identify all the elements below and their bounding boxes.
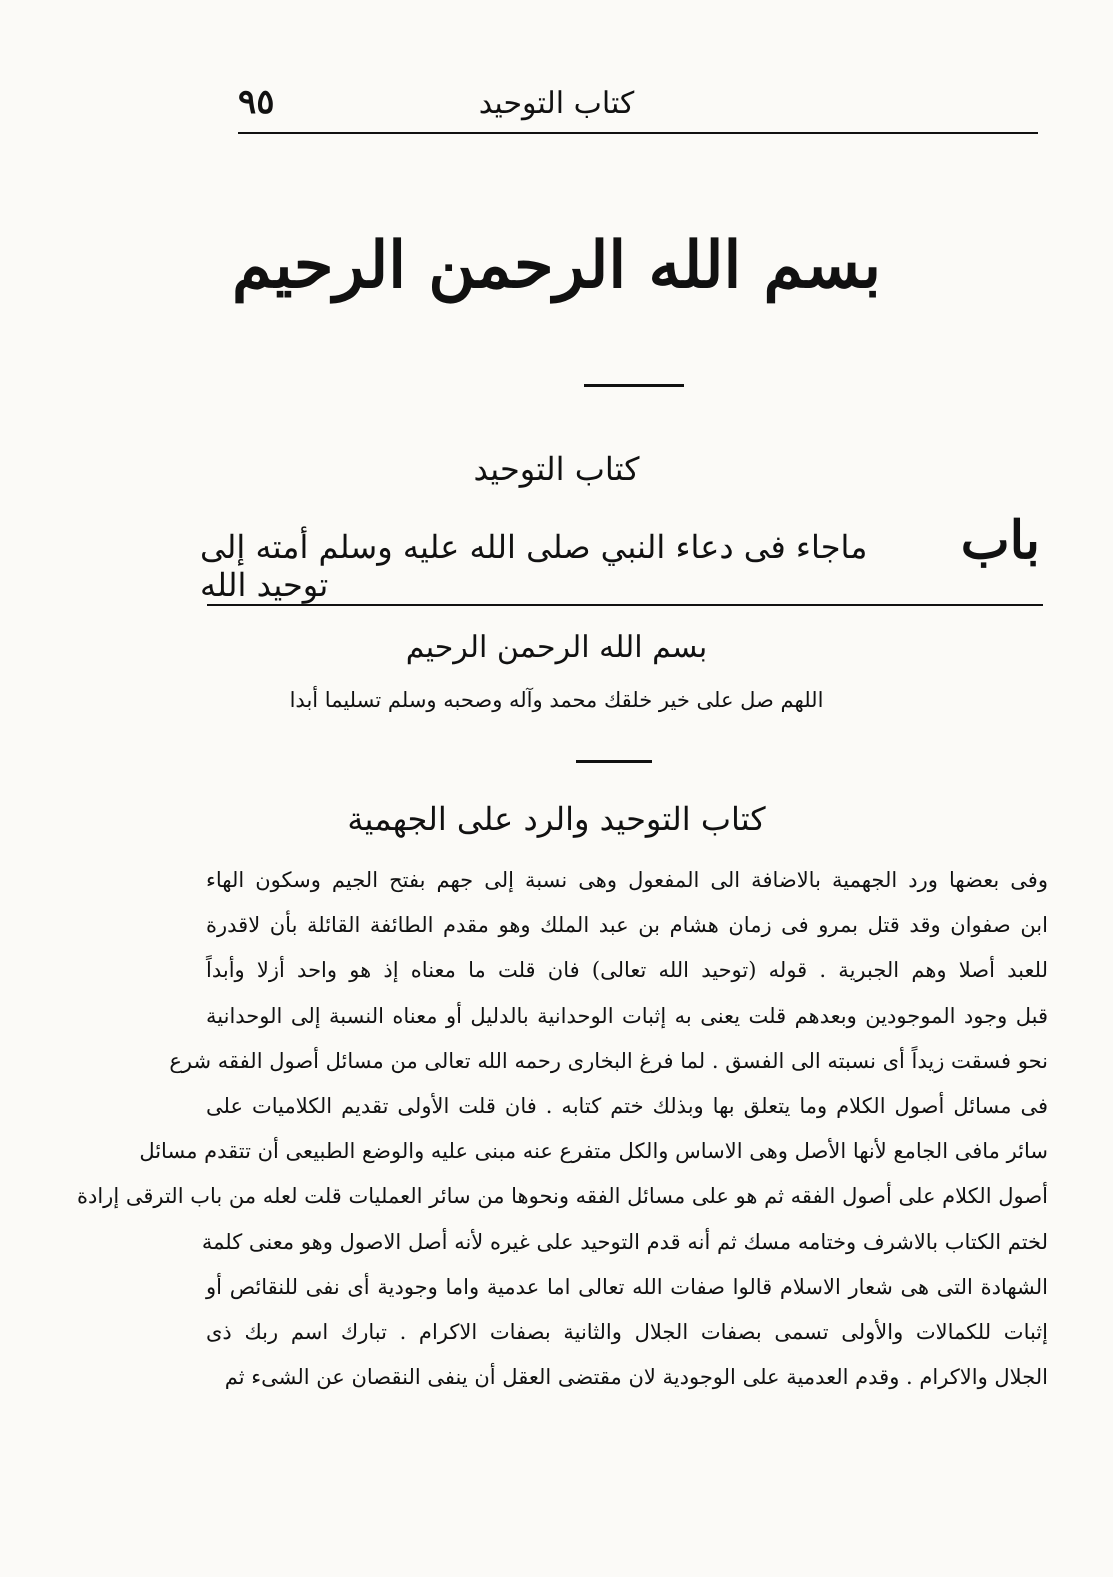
section-heading: كتاب التوحيد والرد على الجهمية [347, 800, 766, 838]
chapter-heading [200, 510, 1040, 604]
body-line: وفى بعضها ورد الجهمية بالاضافة الى المفعول وهى نسبة إلى جهم بفتح الجيم وسكون الهاء [206, 868, 1048, 892]
book-title: كتاب التوحيد [473, 450, 640, 488]
body-line: نحو فسقت زيداً أى نسبته الى الفسق . لما فرغ البخارى رحمه الله تعالى من مسائل أصول الفقه شرع [169, 1048, 1048, 1073]
opening-prayer: اللهم صل على خير خلقك محمد وآله وصحبه وسلم تسليما أبدا [289, 688, 824, 712]
section-rule [207, 604, 1043, 606]
body-line: إثبات للكمالات والأولى تسمى بصفات الجلال والثانية بصفات الاكرام . تبارك اسم ربك ذى [206, 1319, 1048, 1344]
body-line: للعبد أصلا وهم الجبرية . قوله (توحيد الله تعالى) فان قلت ما معناه إذ هو واحد أزلا وأبداً [206, 958, 1048, 983]
basmala: بسم الله الرحمن الرحيم [405, 630, 708, 665]
chapter-title: ماجاء فى دعاء النبي صلى الله عليه وسلم أمته إلى توحيد الله [200, 528, 868, 604]
basmala-calligraphy: بسم الله الرحمن الرحيم [231, 228, 882, 303]
body-line: الجلال والاكرام . وقدم العدمية على الوجودية لان مقتضى العقل أن ينفى النقصان عن الشىء ثم [224, 1365, 1048, 1390]
body-line: الشهادة التى هى شعار الاسلام قالوا صفات الله تعالى اما عدمية واما وجودية أى نفى للنقائص أو [206, 1274, 1048, 1299]
header-rule [238, 132, 1038, 134]
body-line: أصول الكلام على أصول الفقه ثم هو على مسائل الفقه ونحوها من سائر العمليات قلت لعله من باب الترقى إرادة [76, 1184, 1048, 1209]
body-line: ابن صفوان وقد قتل بمرو فى زمان هشام بن عبد الملك وهو مقدم الطائفة القائلة بأن لاقدرة [206, 913, 1048, 938]
body-line: سائر مافى الجامع لأنها الأصل وهى الاساس والكل متفرع عنه مبنى عليه والوضع الطبيعى أن تتقدم مسائل [139, 1139, 1048, 1164]
running-title: كتاب التوحيد [478, 86, 635, 121]
page-number: ٩٥ [238, 82, 275, 122]
body-line: فى مسائل أصول الكلام وما يتعلق بها وبذلك ختم كتابه . فان قلت الأولى تقديم الكلاميات على [206, 1093, 1048, 1118]
ornament-divider [584, 384, 684, 387]
body-line: لختم الكتاب بالاشرف وختامه مسك ثم أنه قدم التوحيد على غيره لأنه أصل الاصول وهو معنى كلمة [201, 1229, 1048, 1254]
short-divider [576, 760, 652, 763]
chapter-label: باب [960, 510, 1040, 571]
body-line: قبل وجود الموجودين وبعدهم قلت يعنى به إثبات الوحدانية بالدليل أو معناه النسبة إلى الوحدانية [206, 1003, 1048, 1028]
commentary-body [76, 858, 1048, 1400]
